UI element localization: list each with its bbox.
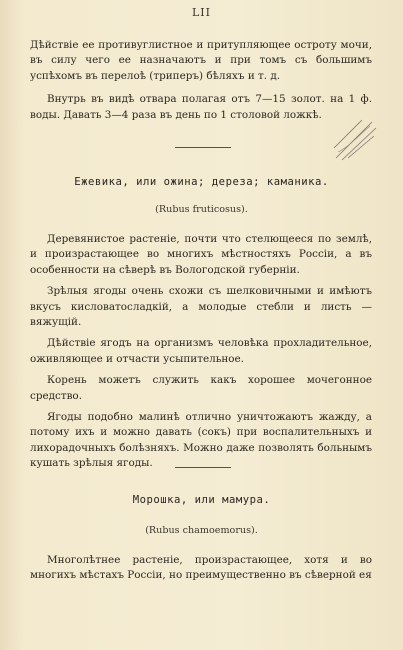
paragraph: Внутрь въ видѣ отвара полагая отъ 7—15 золот. на 1 ф. воды. Давать 3—4 раза въ день по 1 столовой ложкѣ. [30, 93, 372, 121]
paragraph: Зрѣлыя ягоды очень схожи съ шелковичными и имѣютъ вкусъ кисловатосладкій, а молодые стебли и листь — вяжущій. [30, 285, 372, 329]
section-title: Ежевика, или ожина; дереза; каманика. [74, 176, 329, 188]
section-body [30, 232, 372, 472]
section-divider [175, 147, 231, 148]
latin-name: (Rubus chamoemorus). [145, 525, 258, 536]
paragraph: Дѣйствіе ягодъ на организмъ человѣка прохладительное, оживляющее и отчасти усыпительное. [30, 337, 372, 365]
paragraph: Корень можетъ служить какъ хорошее мочегонное средство. [30, 374, 372, 402]
paragraph: Многолѣтнее растеніе, произрастающее, хотя и во многихъ мѣстахъ Россіи, но преимущественно въ сѣверной ея [30, 554, 372, 582]
paragraph: Деревянистое растеніе, почти что стелющееся по землѣ, и произрастающее во многихъ мѣстностяхъ Россіи, а въ особенности на сѣверѣ въ Вологодской губерніи. [30, 233, 372, 276]
section-title: Морошка, или мамура. [132, 494, 271, 506]
paragraph: Дѣйствіе ее противуглистное и притупляющее остроту мочи, въ силу чего ее назначаютъ и при томъ съ большимъ успѣхомъ въ перелоѣ (триперъ) бѣляхъ и т. д. [30, 39, 372, 82]
section-divider [175, 467, 231, 468]
paragraph: Ягоды подобно малинѣ отлично уничтожаютъ жажду, а потому ихъ и можно давать (сокъ) при воспалительныхъ и лихорадочныхъ болѣзняхъ. Можно даже позволять больнымъ кушать зрѣлыя ягоды. [30, 411, 372, 470]
section-body [30, 553, 372, 584]
latin-name: (Rubus fruticosus). [155, 204, 248, 215]
intro-text [30, 38, 372, 123]
page-number: LII [192, 6, 211, 19]
pencil-mark-icon [332, 118, 378, 162]
